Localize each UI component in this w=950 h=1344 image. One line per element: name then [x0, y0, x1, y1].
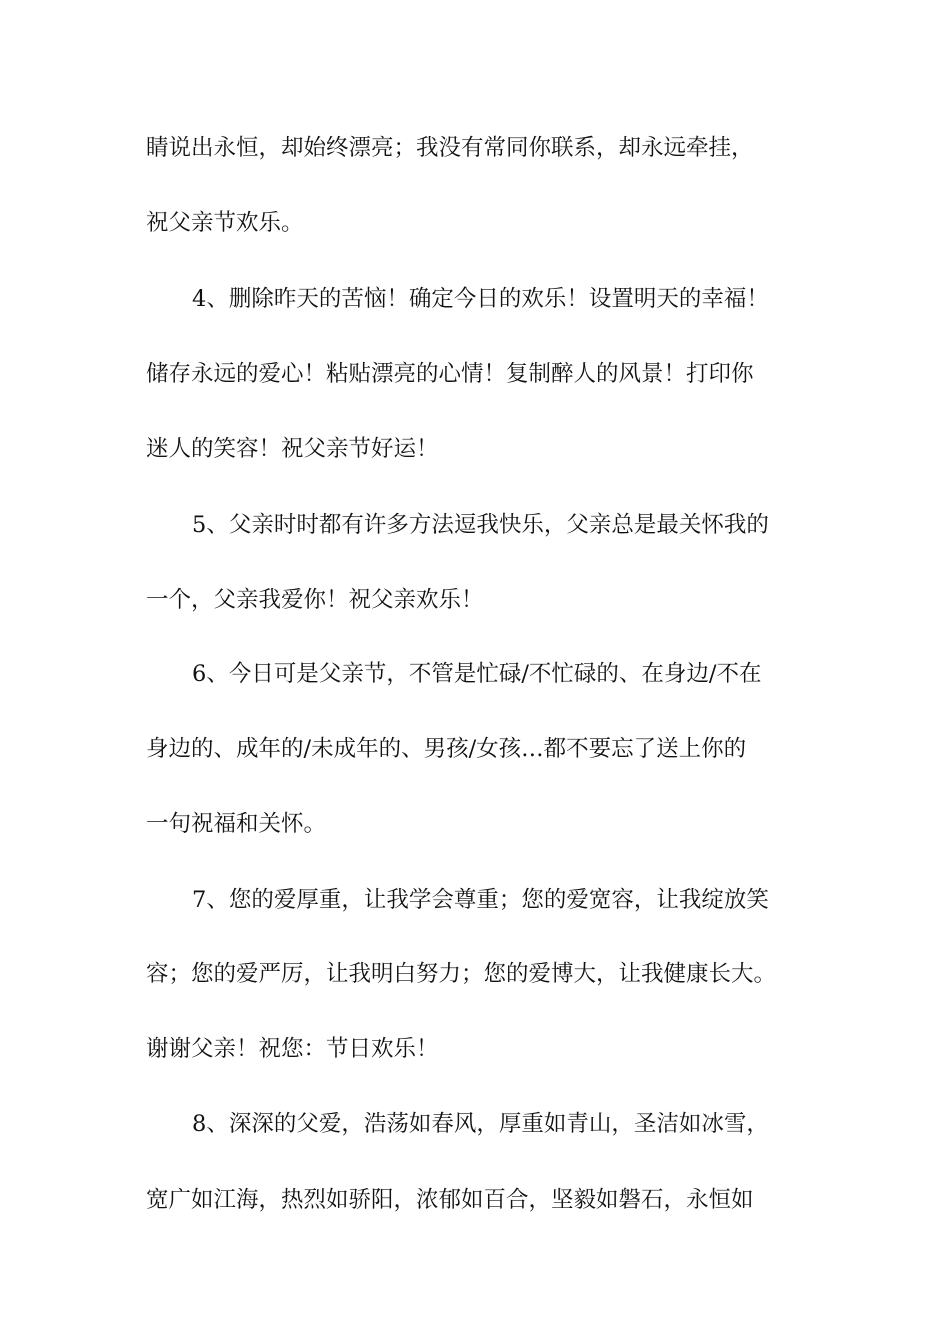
text-line-15: 宽广如江海，热烈如骄阳，浓郁如百合，坚毅如磐石，永恒如 [146, 1187, 754, 1213]
text-line-5: 迷人的笑容！祝父亲节好运！ [146, 436, 439, 462]
text-line-7: 一个，父亲我爱你！祝父亲欢乐！ [146, 587, 484, 613]
text-line-3: 4、删除昨天的苦恼！确定今日的欢乐！设置明天的幸福！ [192, 286, 769, 312]
text-line-13: 谢谢父亲！祝您：节日欢乐！ [146, 1036, 439, 1062]
text-line-10: 一句祝福和关怀。 [146, 811, 327, 837]
text-line-8: 6、今日可是父亲节，不管是忙碌/不忙碌的、在身边/不在 [192, 661, 762, 687]
text-line-12: 容；您的爱严厉，让我明白努力；您的爱博大，让我健康长大。 [146, 961, 777, 987]
text-line-11: 7、您的爱厚重，让我学会尊重；您的爱宽容，让我绽放笑 [192, 887, 769, 913]
text-line-14: 8、深深的父爱，浩荡如春风，厚重如青山，圣洁如冰雪， [192, 1111, 769, 1137]
text-line-6: 5、父亲时时都有许多方法逗我快乐，父亲总是最关怀我的 [192, 512, 769, 538]
text-line-1: 睛说出永恒，却始终漂亮；我没有常同你联系，却永远牵挂， [146, 135, 754, 161]
text-line-9: 身边的、成年的/未成年的、男孩/女孩…都不要忘了送上你的 [146, 736, 747, 762]
text-line-4: 储存永远的爱心！粘贴漂亮的心情！复制醉人的风景！打印你 [146, 361, 754, 387]
text-line-2: 祝父亲节欢乐。 [146, 210, 304, 236]
